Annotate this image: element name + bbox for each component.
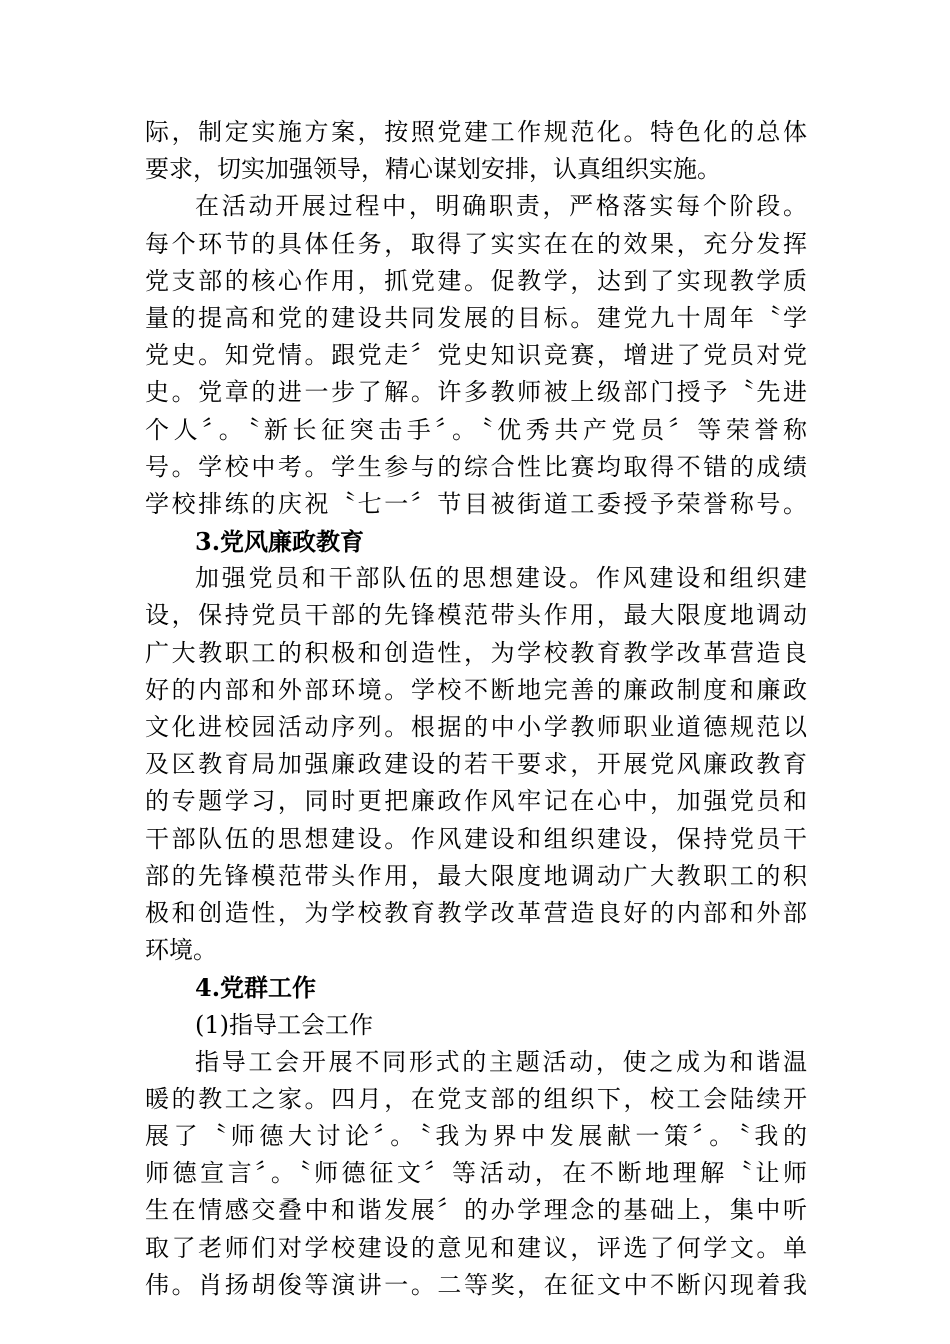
body-line: 极和创造性，为学校教育教学改革营造良好的内部和外部	[145, 898, 807, 927]
section-heading: 3.党风廉政教育	[195, 527, 365, 557]
body-line: 设，保持党员干部的先锋模范带头作用，最大限度地调动	[145, 601, 807, 630]
body-line: 生在情感交叠中和谐发展〞的办学理念的基础上，集中听	[145, 1196, 807, 1225]
body-line: 际，制定实施方案，按照党建工作规范化。特色化的总体	[145, 118, 807, 146]
subsection-heading: (1)指导工会工作	[195, 1010, 373, 1039]
body-line: 好的内部和外部环境。学校不断地完善的廉政制度和廉政	[145, 675, 807, 704]
body-line: 文化进校园活动序列。根据的中小学教师职业道德规范以	[145, 713, 807, 741]
body-line: 党支部的核心作用，抓党建。促教学，达到了实现教学质	[145, 266, 807, 295]
paragraph-start-line: 在活动开展过程中，明确职责，严格落实每个阶段。	[195, 192, 807, 221]
body-line: 暖的教工之家。四月，在党支部的组织下，校工会陆续开	[145, 1084, 807, 1113]
body-line: 的专题学习，同时更把廉政作风牢记在心中，加强党员和	[145, 787, 807, 816]
section-heading: 4.党群工作	[195, 973, 317, 1003]
body-line: 部的先锋模范带头作用，最大限度地调动广大教职工的积	[145, 861, 807, 890]
body-line: 干部队伍的思想建设。作风建设和组织建设，保持党员干	[145, 824, 807, 853]
body-line: 及区教育局加强廉政建设的若干要求，开展党风廉政教育	[145, 750, 807, 779]
body-line: 环境。	[145, 936, 217, 965]
body-line: 要求，切实加强领导，精心谋划安排，认真组织实施。	[145, 155, 721, 184]
body-line: 展了〝师德大讨论〞。〝我为界中发展献一策〞。〝我的	[145, 1122, 807, 1151]
body-line: 学校排练的庆祝〝七一〞节目被街道工委授予荣誉称号。	[145, 489, 807, 518]
body-line: 广大教职工的积极和创造性，为学校教育教学改革营造良	[145, 638, 807, 667]
body-line: 号。学校中考。学生参与的综合性比赛均取得不错的成绩	[145, 452, 807, 481]
body-line: 取了老师们对学校建设的意见和建议，评选了何学文。单	[145, 1233, 807, 1262]
body-line: 党史。知党情。跟党走〞党史知识竞赛，增进了党员对党	[145, 341, 807, 370]
paragraph-start-line: 指导工会开展不同形式的主题活动，使之成为和谐温	[195, 1047, 807, 1076]
body-line: 个人〞。〝新长征突击手〞。〝优秀共产党员〞等荣誉称	[145, 415, 807, 444]
body-line: 每个环节的具体任务，取得了实实在在的效果，充分发挥	[145, 229, 807, 258]
body-line: 量的提高和党的建设共同发展的目标。建党九十周年〝学	[145, 303, 807, 332]
body-line: 师德宣言〞。〝师德征文〞等活动，在不断地理解〝让师	[145, 1159, 807, 1188]
document-body	[145, 114, 807, 1304]
paragraph-start-line: 加强党员和干部队伍的思想建设。作风建设和组织建	[195, 564, 807, 593]
body-line: 伟。肖扬胡俊等演讲一。二等奖，在征文中不断闪现着我	[145, 1270, 807, 1299]
body-line: 史。党章的进一步了解。许多教师被上级部门授予〝先进	[145, 378, 807, 407]
